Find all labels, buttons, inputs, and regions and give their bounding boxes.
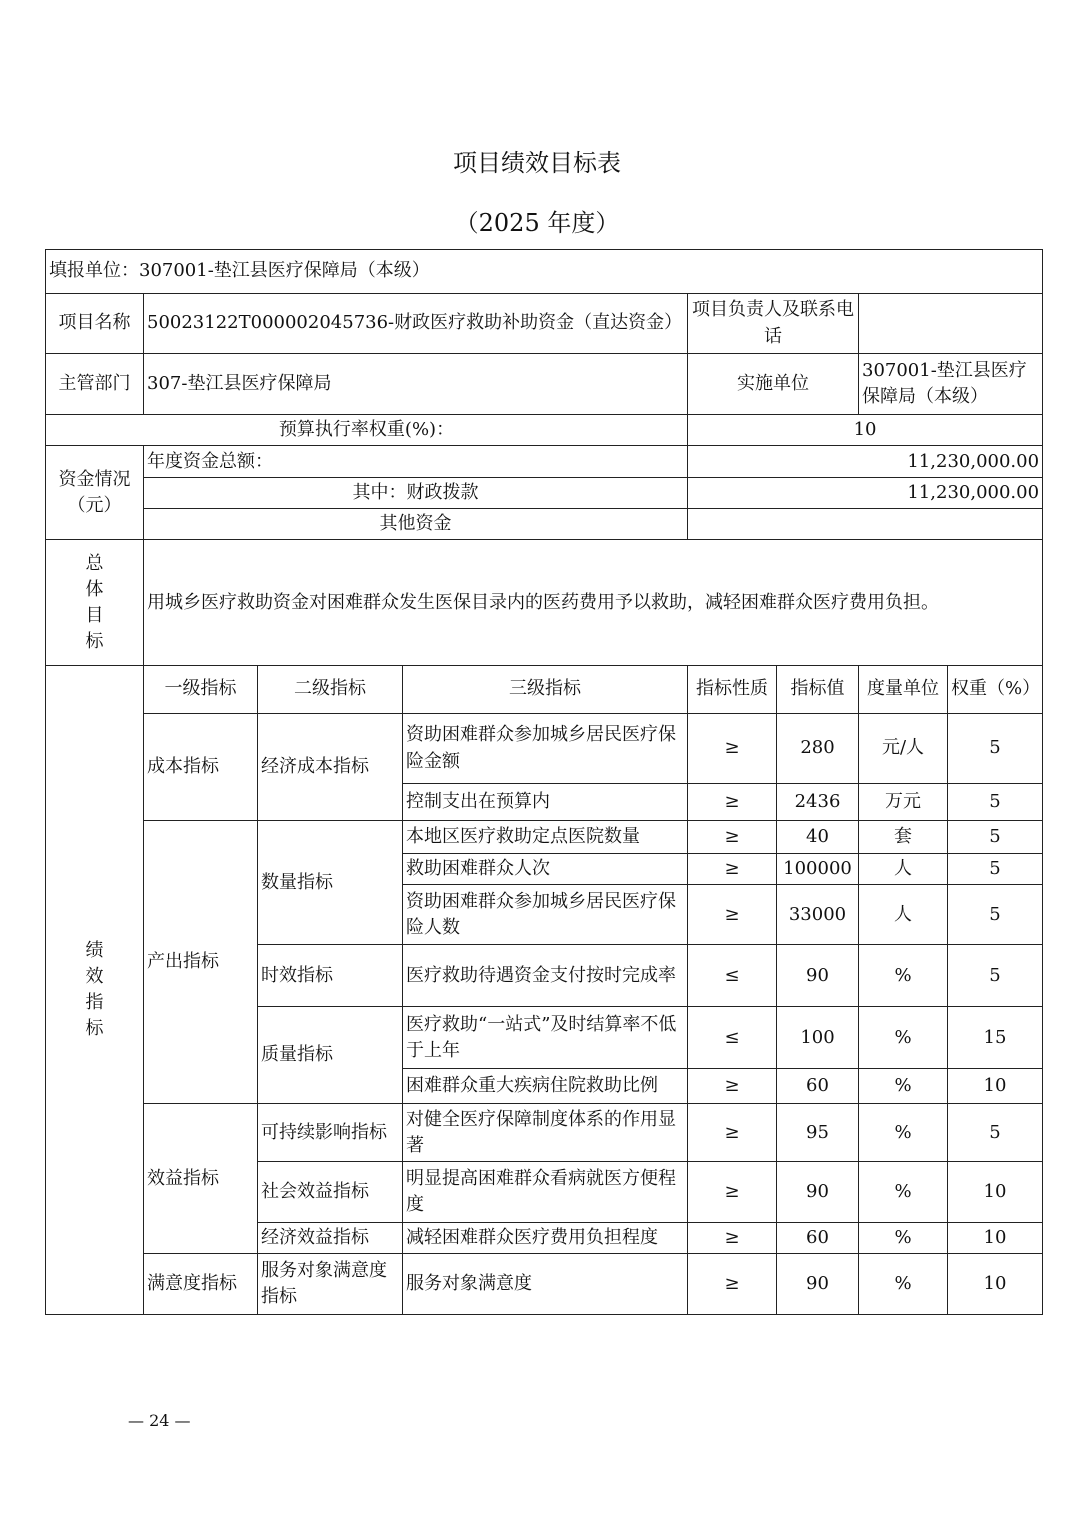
level3-indicator: 服务对象满意度: [403, 1254, 688, 1315]
column-header: 指标性质: [688, 666, 777, 714]
level2-indicator: 经济成本指标: [258, 714, 403, 821]
level3-indicator: 医疗救助“一站式”及时结算率不低于上年: [403, 1007, 688, 1069]
level2-indicator: 时效指标: [258, 945, 403, 1007]
column-header: 指标值: [777, 666, 859, 714]
indicator-unit: %: [859, 945, 948, 1007]
indicator-row: [46, 714, 1043, 784]
level3-indicator: 本地区医疗救助定点医院数量: [403, 821, 688, 854]
indicator-nature: ≥: [688, 1223, 777, 1254]
budget-weight-label: 预算执行率权重(%)：: [46, 415, 688, 446]
indicator-nature: ≥: [688, 714, 777, 784]
indicator-weight: 10: [948, 1069, 1043, 1104]
indicator-unit: %: [859, 1223, 948, 1254]
indicator-nature: ≥: [688, 1162, 777, 1223]
funds-row-annual: [46, 446, 1043, 478]
indicator-weight: 5: [948, 854, 1043, 885]
level2-indicator: 数量指标: [258, 821, 403, 945]
indicator-row: [46, 1254, 1043, 1315]
level2-indicator: 质量指标: [258, 1007, 403, 1104]
indicator-unit: %: [859, 1069, 948, 1104]
level3-indicator: 对健全医疗保障制度体系的作用显著: [403, 1104, 688, 1162]
indicator-weight: 10: [948, 1223, 1043, 1254]
funds-label: 资金情况（元）: [46, 446, 144, 540]
overall-goal-label: 总 体 目 标: [46, 540, 144, 666]
page-title: 项目绩效目标表: [453, 149, 621, 177]
performance-indicator-table: [45, 665, 1043, 1315]
indicator-unit: %: [859, 1007, 948, 1069]
performance-body: [46, 666, 1043, 1315]
level3-indicator: 减轻困难群众医疗费用负担程度: [403, 1223, 688, 1254]
reporting-unit: 填报单位：307001-垫江县医疗保障局（本级）: [46, 250, 1043, 294]
funds-row-fiscal: [46, 478, 1043, 509]
level3-indicator: 医疗救助待遇资金支付按时完成率: [403, 945, 688, 1007]
level1-indicator: 效益指标: [144, 1104, 258, 1254]
level1-indicator: 产出指标: [144, 821, 258, 1104]
indicator-row: [46, 1104, 1043, 1162]
level3-indicator: 资助困难群众参加城乡居民医疗保险人数: [403, 885, 688, 945]
indicator-unit: 人: [859, 854, 948, 885]
indicator-value: 33000: [777, 885, 859, 945]
indicator-weight: 5: [948, 714, 1043, 784]
indicator-weight: 5: [948, 945, 1043, 1007]
indicator-nature: ≥: [688, 784, 777, 821]
indicator-value: 95: [777, 1104, 859, 1162]
column-header: 度量单位: [859, 666, 948, 714]
indicator-unit: 元/人: [859, 714, 948, 784]
annual-total-label: 年度资金总额：: [144, 446, 688, 478]
weight-row: [46, 415, 1043, 446]
fiscal-allocation-value: 11,230,000.00: [688, 478, 1043, 509]
header-row: [46, 666, 1043, 714]
unit-row: [46, 250, 1043, 294]
department-value: 307-垫江县医疗保障局: [144, 354, 688, 415]
indicator-unit: %: [859, 1254, 948, 1315]
implementing-unit-value: 307001-垫江县医疗保障局（本级）: [859, 354, 1043, 415]
indicator-weight: 15: [948, 1007, 1043, 1069]
other-funds-label: 其他资金: [144, 509, 688, 540]
budget-weight-value: 10: [688, 415, 1043, 446]
department-label: 主管部门: [46, 354, 144, 415]
indicator-value: 100: [777, 1007, 859, 1069]
indicator-nature: ≥: [688, 1254, 777, 1315]
contact-label: 项目负责人及联系电话: [688, 294, 859, 354]
indicator-unit: 人: [859, 885, 948, 945]
indicator-nature: ≤: [688, 945, 777, 1007]
indicator-value: 60: [777, 1069, 859, 1104]
department-row: [46, 354, 1043, 415]
level2-indicator: 社会效益指标: [258, 1162, 403, 1223]
project-name-value: 50023122T000002045736-财政医疗救助补助资金（直达资金）: [144, 294, 688, 354]
indicator-nature: ≥: [688, 821, 777, 854]
fiscal-allocation-label: 其中：财政拨款: [144, 478, 688, 509]
indicator-value: 60: [777, 1223, 859, 1254]
implementing-unit-label: 实施单位: [688, 354, 859, 415]
indicator-value: 40: [777, 821, 859, 854]
level2-indicator: 可持续影响指标: [258, 1104, 403, 1162]
indicator-value: 90: [777, 1254, 859, 1315]
overall-goal-row: [46, 540, 1043, 666]
project-name-label: 项目名称: [46, 294, 144, 354]
indicator-weight: 5: [948, 784, 1043, 821]
level3-indicator: 明显提高困难群众看病就医方便程度: [403, 1162, 688, 1223]
project-info-table: [45, 249, 1043, 666]
indicator-nature: ≥: [688, 1104, 777, 1162]
page-number: — 24 —: [128, 1411, 191, 1430]
column-header: 权重（%）: [948, 666, 1043, 714]
level3-indicator: 救助困难群众人次: [403, 854, 688, 885]
page-subtitle-year: （2025 年度）: [454, 209, 620, 237]
level2-indicator: 服务对象满意度指标: [258, 1254, 403, 1315]
indicator-value: 90: [777, 1162, 859, 1223]
column-header: 二级指标: [258, 666, 403, 714]
other-funds-value: [688, 509, 1043, 540]
indicator-unit: %: [859, 1104, 948, 1162]
indicator-weight: 5: [948, 885, 1043, 945]
annual-total-value: 11,230,000.00: [688, 446, 1043, 478]
level1-indicator: 成本指标: [144, 714, 258, 821]
indicator-value: 2436: [777, 784, 859, 821]
column-header: 一级指标: [144, 666, 258, 714]
project-name-row: [46, 294, 1043, 354]
indicator-weight: 10: [948, 1254, 1043, 1315]
level3-indicator: 资助困难群众参加城乡居民医疗保险金额: [403, 714, 688, 784]
level3-indicator: 控制支出在预算内: [403, 784, 688, 821]
level3-indicator: 困难群众重大疾病住院救助比例: [403, 1069, 688, 1104]
overall-goal-text: 用城乡医疗救助资金对困难群众发生医保目录内的医药费用予以救助，减轻困难群众医疗费用负担。: [144, 540, 1043, 666]
indicator-unit: %: [859, 1162, 948, 1223]
indicator-value: 280: [777, 714, 859, 784]
indicator-unit: 套: [859, 821, 948, 854]
indicator-value: 100000: [777, 854, 859, 885]
indicator-row: [46, 821, 1043, 854]
funds-row-other: [46, 509, 1043, 540]
indicator-weight: 5: [948, 1104, 1043, 1162]
indicator-weight: 5: [948, 821, 1043, 854]
indicator-nature: ≥: [688, 854, 777, 885]
indicator-nature: ≤: [688, 1007, 777, 1069]
indicator-nature: ≥: [688, 885, 777, 945]
indicator-value: 90: [777, 945, 859, 1007]
level1-indicator: 满意度指标: [144, 1254, 258, 1315]
indicator-weight: 10: [948, 1162, 1043, 1223]
level2-indicator: 经济效益指标: [258, 1223, 403, 1254]
indicator-unit: 万元: [859, 784, 948, 821]
indicator-nature: ≥: [688, 1069, 777, 1104]
contact-value: [859, 294, 1043, 354]
column-header: 三级指标: [403, 666, 688, 714]
performance-side-label: 绩 效 指 标: [46, 666, 144, 1315]
